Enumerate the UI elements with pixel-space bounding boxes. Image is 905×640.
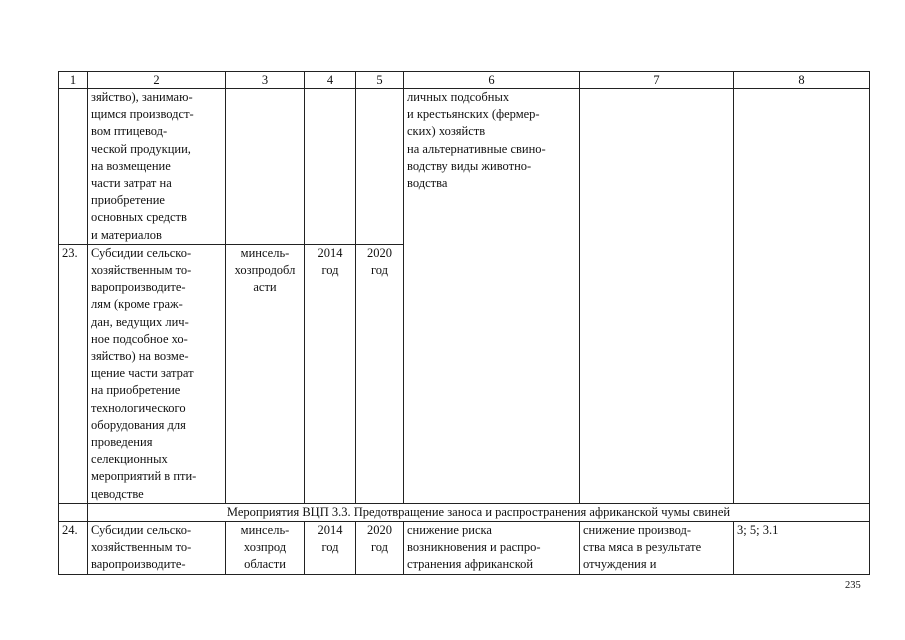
cell-indicator: 3; 5; 3.1 — [734, 522, 870, 575]
text-line: личных подсобных — [407, 90, 510, 104]
text-line: 2020 — [367, 523, 392, 538]
section-row — [59, 503, 870, 521]
text-line: лям (кроме граж- — [91, 297, 183, 312]
cell-end — [356, 244, 404, 503]
cell-num — [59, 503, 88, 521]
header-row — [59, 72, 870, 89]
text-line: на альтернативные свино- — [407, 141, 546, 156]
text-line: щимся производст- — [91, 107, 194, 122]
text-line: 2014 — [317, 245, 343, 260]
cell-result — [404, 522, 580, 575]
cell-executor — [226, 89, 305, 245]
header-cell-3: 3 — [226, 72, 305, 89]
text-line: дан, ведущих лич- — [91, 314, 189, 329]
cell-indicator — [734, 89, 870, 504]
text-line: зяйство), занимаю- — [91, 90, 193, 104]
text-line: год — [370, 263, 389, 278]
header-cell-2: 2 — [88, 72, 226, 89]
text-line: части затрат на — [91, 176, 172, 191]
text-line: варопроизводите- — [91, 280, 186, 295]
text-line: на возмещение — [91, 158, 171, 173]
text-line: минсель- — [240, 245, 290, 260]
cell-description — [88, 89, 226, 245]
text-line: области — [244, 557, 286, 572]
text-line: вом птицевод- — [91, 124, 168, 139]
text-line: Субсидии сельско- — [91, 523, 192, 538]
text-line: год — [370, 540, 389, 555]
header-cell-8: 8 — [734, 72, 870, 89]
text-line: водства — [407, 176, 448, 191]
cell-start — [305, 89, 356, 245]
text-line: снижение производ- — [583, 523, 692, 538]
cell-num — [59, 89, 88, 245]
text-line: варопроизводите- — [91, 557, 186, 572]
text-line: Субсидии сельско- — [91, 245, 192, 260]
text-line: хозяйственным то- — [91, 263, 192, 278]
header-cell-6: 6 — [404, 72, 580, 89]
text-line: ских) хозяйств — [407, 124, 486, 139]
header-cell-7: 7 — [580, 72, 734, 89]
text-line: оборудования для — [91, 417, 186, 432]
cell-description — [88, 522, 226, 575]
text-line: приобретение — [91, 193, 165, 208]
text-line: год — [321, 540, 339, 555]
text-line: водству виды животно- — [407, 158, 532, 173]
text-line: мероприятий в пти- — [91, 469, 197, 484]
text-line: проведения — [91, 435, 153, 450]
cell-start — [305, 522, 356, 575]
text-line: на приобретение — [91, 383, 181, 398]
text-line: селекционных — [91, 452, 168, 467]
cell-num: 23. — [59, 244, 88, 503]
program-table — [58, 71, 870, 575]
table-row-24 — [59, 522, 870, 575]
text-line: хозяйственным то- — [91, 540, 192, 555]
text-line: снижение риска — [407, 523, 492, 538]
text-line: зяйство) на возме- — [91, 349, 189, 364]
text-line: 2020 — [367, 245, 392, 260]
text-line: ное подсобное хо- — [91, 331, 188, 346]
text-line: минсель- — [240, 523, 290, 538]
text-line: и крестьянских (фермер- — [407, 107, 540, 122]
text-line: отчуждения и — [583, 557, 657, 572]
text-line: 2014 — [317, 523, 343, 538]
cell-result — [404, 89, 580, 504]
text-line: асти — [253, 280, 277, 295]
text-line: щение части затрат — [91, 366, 194, 381]
cell-executor — [226, 522, 305, 575]
header-cell-4: 4 — [305, 72, 356, 89]
text-line: и материалов — [91, 227, 162, 242]
text-line: цеводстве — [91, 486, 144, 501]
text-line: год — [321, 263, 339, 278]
text-line: странения африканской — [407, 557, 534, 572]
section-title: Мероприятия ВЦП 3.3. Предотвращение заноса и распространения африканской чумы свиней — [88, 503, 870, 521]
cell-end — [356, 89, 404, 245]
text-line: основных средств — [91, 210, 187, 225]
cell-start — [305, 244, 356, 503]
cell-end — [356, 522, 404, 575]
cell-consequence — [580, 522, 734, 575]
cell-description — [88, 244, 226, 503]
text-line: технологического — [91, 400, 186, 415]
header-cell-5: 5 — [356, 72, 404, 89]
cell-consequence — [580, 89, 734, 504]
text-line: возникновения и распро- — [407, 540, 541, 555]
cell-executor — [226, 244, 305, 503]
text-line: хозпродобл — [234, 263, 296, 278]
text-line: ческой продукции, — [91, 141, 191, 156]
table-row-continued — [59, 89, 870, 245]
cell-num: 24. — [59, 522, 88, 575]
header-cell-1: 1 — [59, 72, 88, 89]
text-line: ства мяса в результате — [583, 540, 702, 555]
text-line: хозпрод — [243, 540, 287, 555]
page-number: 235 — [845, 580, 861, 591]
